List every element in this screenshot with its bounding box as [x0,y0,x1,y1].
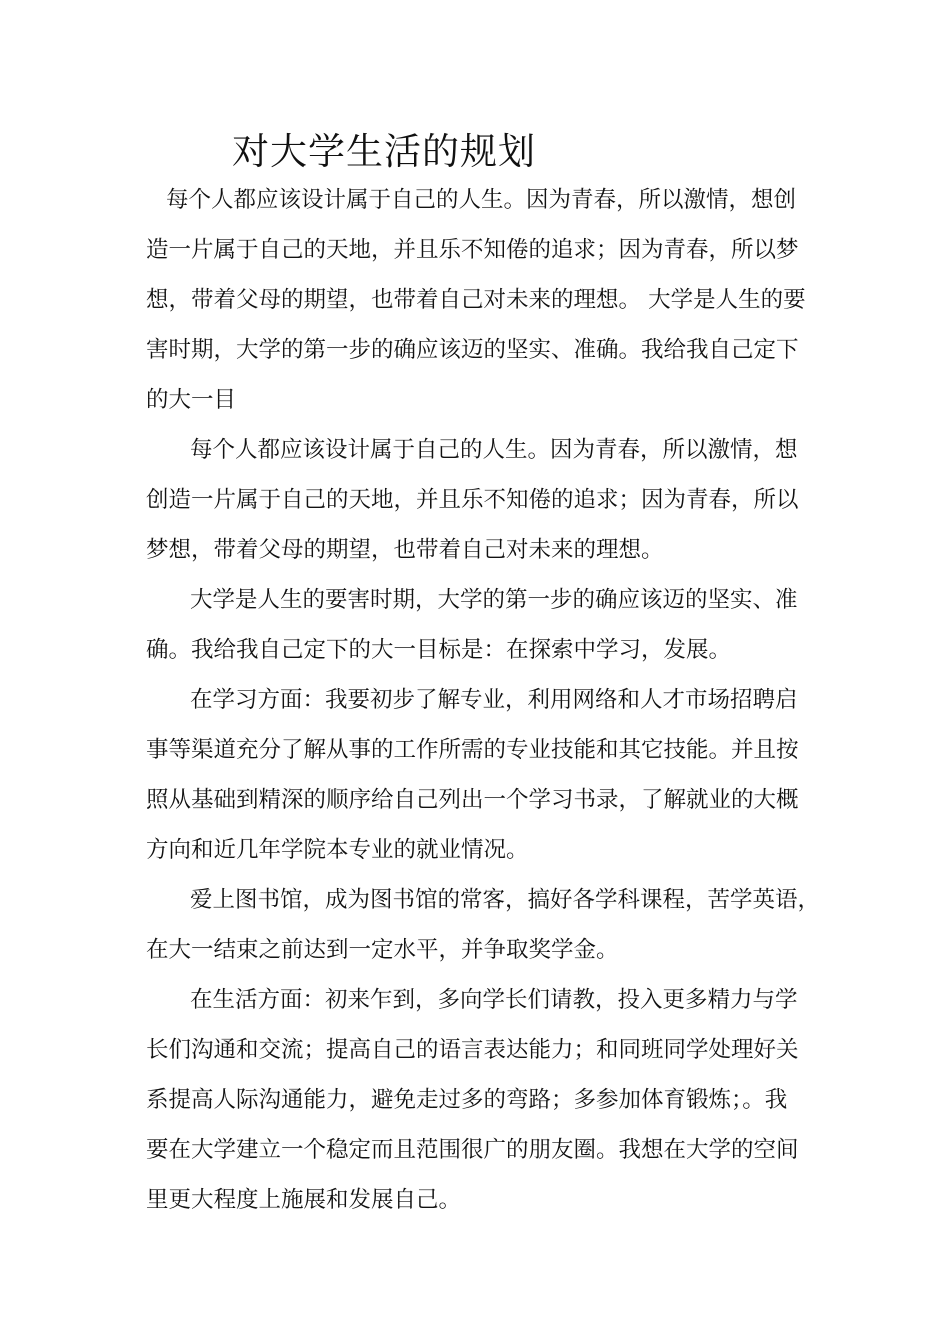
paragraph-6-line-4: 要在大学建立一个稳定而且范围很广的朋友圈。我想在大学的空间 [146,1137,799,1163]
page-title: 对大学生活的规划 [232,130,536,173]
paragraph-2-line-1: 每个人都应该设计属于自己的人生。因为青春，所以激情，想 [190,437,798,463]
paragraph-1-line-3: 想，带着父母的期望，也带着自己对未来的理想。 大学是人生的要 [146,287,806,313]
paragraph-5-line-2: 在大一结束之前达到一定水平，并争取奖学金。 [146,937,619,963]
paragraph-2-line-3: 梦想，带着父母的期望，也带着自己对未来的理想。 [146,537,664,563]
paragraph-2-line-2: 创造一片属于自己的天地，并且乐不知倦的追求；因为青春，所以 [146,487,799,513]
paragraph-1-line-5: 的大一目 [146,387,237,413]
paragraph-3-line-2: 确。我给我自己定下的大一目标是：在探索中学习，发展。 [146,637,732,663]
paragraph-1-line-1: 每个人都应该设计属于自己的人生。因为青春，所以激情，想创 [166,187,797,213]
paragraph-6-line-2: 长们沟通和交流；提高自己的语言表达能力；和同班同学处理好关 [146,1037,799,1063]
paragraph-3-line-1: 大学是人生的要害时期，大学的第一步的确应该迈的坚实、准 [190,587,798,613]
paragraph-1-line-2: 造一片属于自己的天地，并且乐不知倦的追求；因为青春，所以梦 [146,237,799,263]
paragraph-4-line-1: 在学习方面：我要初步了解专业，利用网络和人才市场招聘启 [190,687,798,713]
paragraph-6-line-3: 系提高人际沟通能力，避免走过多的弯路；多参加体育锻炼；。我 [146,1087,788,1113]
paragraph-6-line-1: 在生活方面：初来乍到，多向学长们请教，投入更多精力与学 [190,987,798,1013]
paragraph-1-line-4: 害时期，大学的第一步的确应该迈的坚实、准确。我给我自己定下 [146,337,799,363]
paragraph-6-line-5: 里更大程度上施展和发展自己。 [146,1187,462,1213]
paragraph-4-line-4: 方向和近几年学院本专业的就业情况。 [146,837,529,863]
paragraph-4-line-2: 事等渠道充分了解从事的工作所需的专业技能和其它技能。并且按 [146,737,799,763]
paragraph-4-line-3: 照从基础到精深的顺序给自己列出一个学习书录，了解就业的大概 [146,787,799,813]
paragraph-5-line-1: 爱上图书馆，成为图书馆的常客，搞好各学科课程，苦学英语， [190,887,821,913]
